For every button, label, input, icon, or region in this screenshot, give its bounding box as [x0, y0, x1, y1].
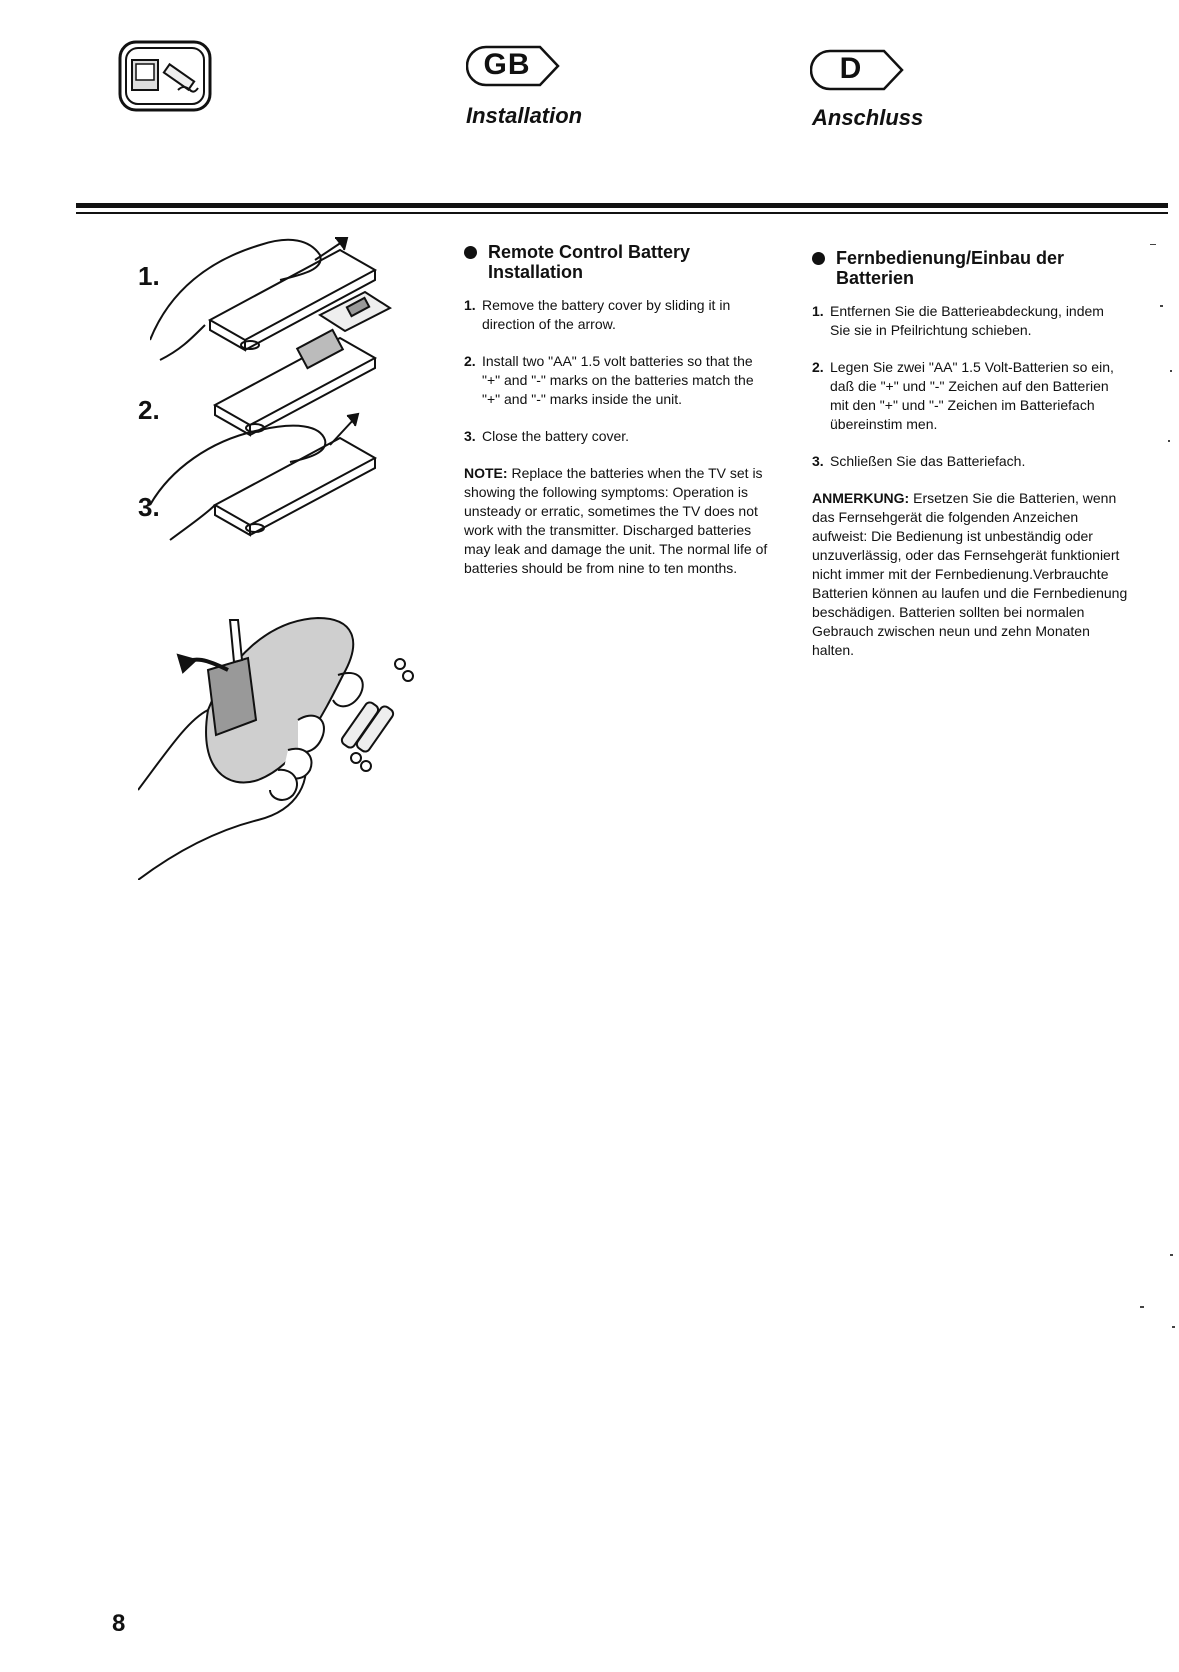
section-title-anschluss: Anschluss — [812, 105, 924, 130]
scan-speck — [1170, 370, 1172, 372]
german-step-1 — [812, 302, 1128, 340]
scan-speck — [1170, 1254, 1173, 1256]
english-heading — [464, 242, 774, 282]
scan-speck — [1140, 1306, 1144, 1308]
scan-speck — [1172, 1326, 1175, 1328]
step-label: 3. — [464, 428, 476, 444]
note-label: ANMERKUNG: — [812, 490, 910, 506]
english-heading-text: Remote Control Battery Installation — [488, 242, 691, 282]
german-note — [812, 489, 1128, 660]
english-step-3 — [464, 427, 774, 446]
german-heading-text: Fernbedienung/Einbau der Batterien — [836, 248, 1065, 288]
step-number-2: 2. — [138, 395, 160, 425]
step-text: Remove the battery cover by sliding it in direction of the arrow. — [482, 297, 731, 332]
header-divider-thin — [76, 212, 1168, 214]
note-text: Replace the batteries when the TV set is showing the following symptoms: Operation is unsteady or erratic, sometimes the TV does not work with the transmitter. Discharged batteries may leak and damage the unit. The normal life of batteries should be from nine to ten months. — [464, 465, 768, 576]
language-badge-gb — [466, 44, 562, 88]
german-heading — [812, 248, 1128, 288]
step-number-3: 3. — [138, 492, 160, 522]
step-number-1: 1. — [138, 261, 160, 291]
step-text: Install two "AA" 1.5 volt batteries so that the "+" and "-" marks on the batteries match the "+" and "-" marks inside the unit. — [482, 353, 754, 407]
page-number: 8 — [112, 1610, 126, 1637]
scan-speck — [1150, 244, 1156, 245]
step-text: Close the battery cover. — [482, 428, 630, 444]
language-code-d: D — [839, 52, 863, 85]
german-step-2 — [812, 358, 1128, 434]
bullet-icon — [812, 252, 825, 265]
note-label: NOTE: — [464, 465, 508, 481]
german-column — [812, 248, 1128, 660]
english-step-1 — [464, 296, 774, 334]
header-divider — [76, 203, 1168, 208]
english-step-2 — [464, 352, 774, 409]
bullet-icon — [464, 246, 477, 259]
tv-remote-pictogram-icon — [118, 40, 212, 112]
german-step-3 — [812, 452, 1128, 471]
step-text: Legen Sie zwei "AA" 1.5 Volt-Batterien so ein, daß die "+" und "-" Zeichen auf den Batterien mit den "+" und "-" Zeichen im Batteriefach übereinstim men. — [830, 359, 1114, 432]
german-steps — [812, 302, 1128, 471]
section-title-installation: Installation — [466, 103, 583, 128]
step-label: 1. — [464, 297, 476, 313]
step-label: 2. — [812, 359, 824, 375]
language-badge-d — [810, 48, 906, 92]
english-note — [464, 464, 774, 578]
battery-steps-illustration — [150, 230, 410, 580]
note-text: Ersetzen Sie die Batterien, wenn das Fernsehgerät die folgenden Anzeichen aufweist: Die Bedienung ist unbeständig oder unzuverlässig, oder das Fernsehgerät funktioniert nicht immer mit der Fernbedienung.Verbrauchte Batterien können au laufen und die Fernbedienung beschädigen. Batterien sollten bei normalen Gebrauch zwischen neun und zehn Monaten halten. — [812, 490, 1128, 658]
step-text: Schließen Sie das Batteriefach. — [830, 453, 1026, 469]
scan-speck — [1160, 305, 1163, 307]
scan-speck — [1168, 440, 1170, 442]
english-column — [464, 242, 774, 578]
step-label: 2. — [464, 353, 476, 369]
language-code-gb: GB — [483, 48, 531, 81]
step-text: Entfernen Sie die Batterieabdeckung, indem Sie sie in Pfeilrichtung schieben. — [830, 303, 1104, 338]
english-steps — [464, 296, 774, 446]
step-label: 3. — [812, 453, 824, 469]
step-label: 1. — [812, 303, 824, 319]
remote-batteries-illustration — [138, 600, 438, 880]
